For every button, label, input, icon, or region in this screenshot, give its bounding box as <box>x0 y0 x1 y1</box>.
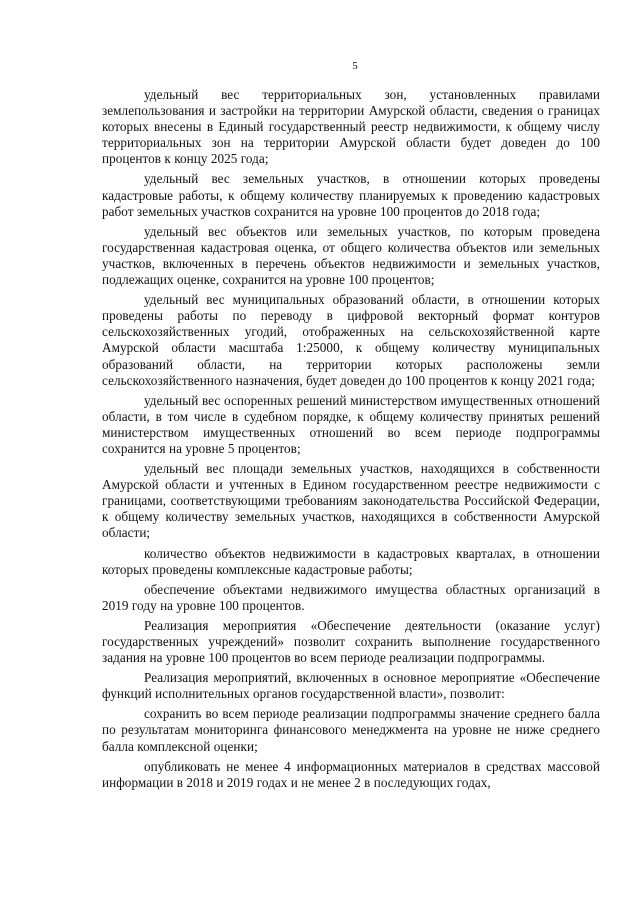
paragraph-complex-cadastral-works: количество объектов недвижимости в кадастровых кварталах, в отношении которых проведены комплексные кадастровые работы; <box>102 545 600 577</box>
paragraph-land-plots-area: удельный вес площади земельных участков, находящихся в собственности Амурской области и учтенных в Едином государственном реестре недвижимости с границами, соответствующими требованиям законодательства Российской Федерации, к общему количеству земельных участков, находящихся в собственности Амурской области; <box>102 461 600 541</box>
paragraph-institutions-activity: Реализация мероприятия «Обеспечение деятельности (оказание услуг) государственных учреждений» позволит сохранить выполнение государственного задания на уровне 100 процентов во всем периоде реализации подпрограммы. <box>102 617 600 666</box>
paragraph-real-estate-provision: обеспечение объектами недвижимого имущества областных организаций в 2019 году на уровне 100 процентов. <box>102 581 600 613</box>
paragraph-cadastral-works: удельный вес земельных участков, в отношении которых проведены кадастровые работы, к общему количеству планируемых к проведению кадастровых работ земельных участков сохранится на уровне 100 процентов до 2018 года; <box>102 171 600 219</box>
paragraph-digital-vector-format: удельный вес муниципальных образований области, в отношении которых проведены работы по переводу в цифровой векторный формат контуров сельскохозяйственных угодий, отображенных на сельскохозяйственной карте Амурской области масштаба 1:25000, к общему количеству муниципальных образований области, на территории которых расположены земли сельскохозяйственного назначения, будет доведен до 100 процентов к концу 2021 года; <box>102 292 600 388</box>
paragraph-financial-management: сохранить во всем периоде реализации подпрограммы значение среднего балла по результатам мониторинга финансового менеджмента на уровне не ниже среднего балла комплексной оценки; <box>102 706 600 754</box>
page-number: 5 <box>352 60 358 72</box>
paragraph-cadastral-valuation: удельный вес объектов или земельных участков, по которым проведена государственная кадастровая оценка, от общего количества объектов или земельных участков, включенных в перечень объектов недвижимости и земельных участков, подлежащих оценке, сохранится на уровне 100 процентов; <box>102 223 600 288</box>
paragraph-disputed-decisions: удельный вес оспоренных решений министерством имущественных отношений области, в том числе в судебном порядке, к общему количеству принятых решений министерством имущественных отношений во всем периоде подпрограммы сохранится на уровне 5 процентов; <box>102 392 600 456</box>
paragraph-executive-functions: Реализация мероприятий, включенных в основное мероприятие «Обеспечение функций исполнительных органов государственной власти», позволит: <box>102 670 600 702</box>
paragraph-territorial-zones: удельный вес территориальных зон, установленных правилами землепользования и застройки на территории Амурской области, сведения о границах которых внесены в Единый государственный реестр недвижимости, к общему числу территориальных зон на территории Амурской области будет доведен до 100 процентов к концу 2025 года; <box>102 87 600 167</box>
paragraph-mass-media: опубликовать не менее 4 информационных материалов в средствах массовой информации в 2018 и 2019 годах и не менее 2 в последующих годах, <box>102 758 600 790</box>
